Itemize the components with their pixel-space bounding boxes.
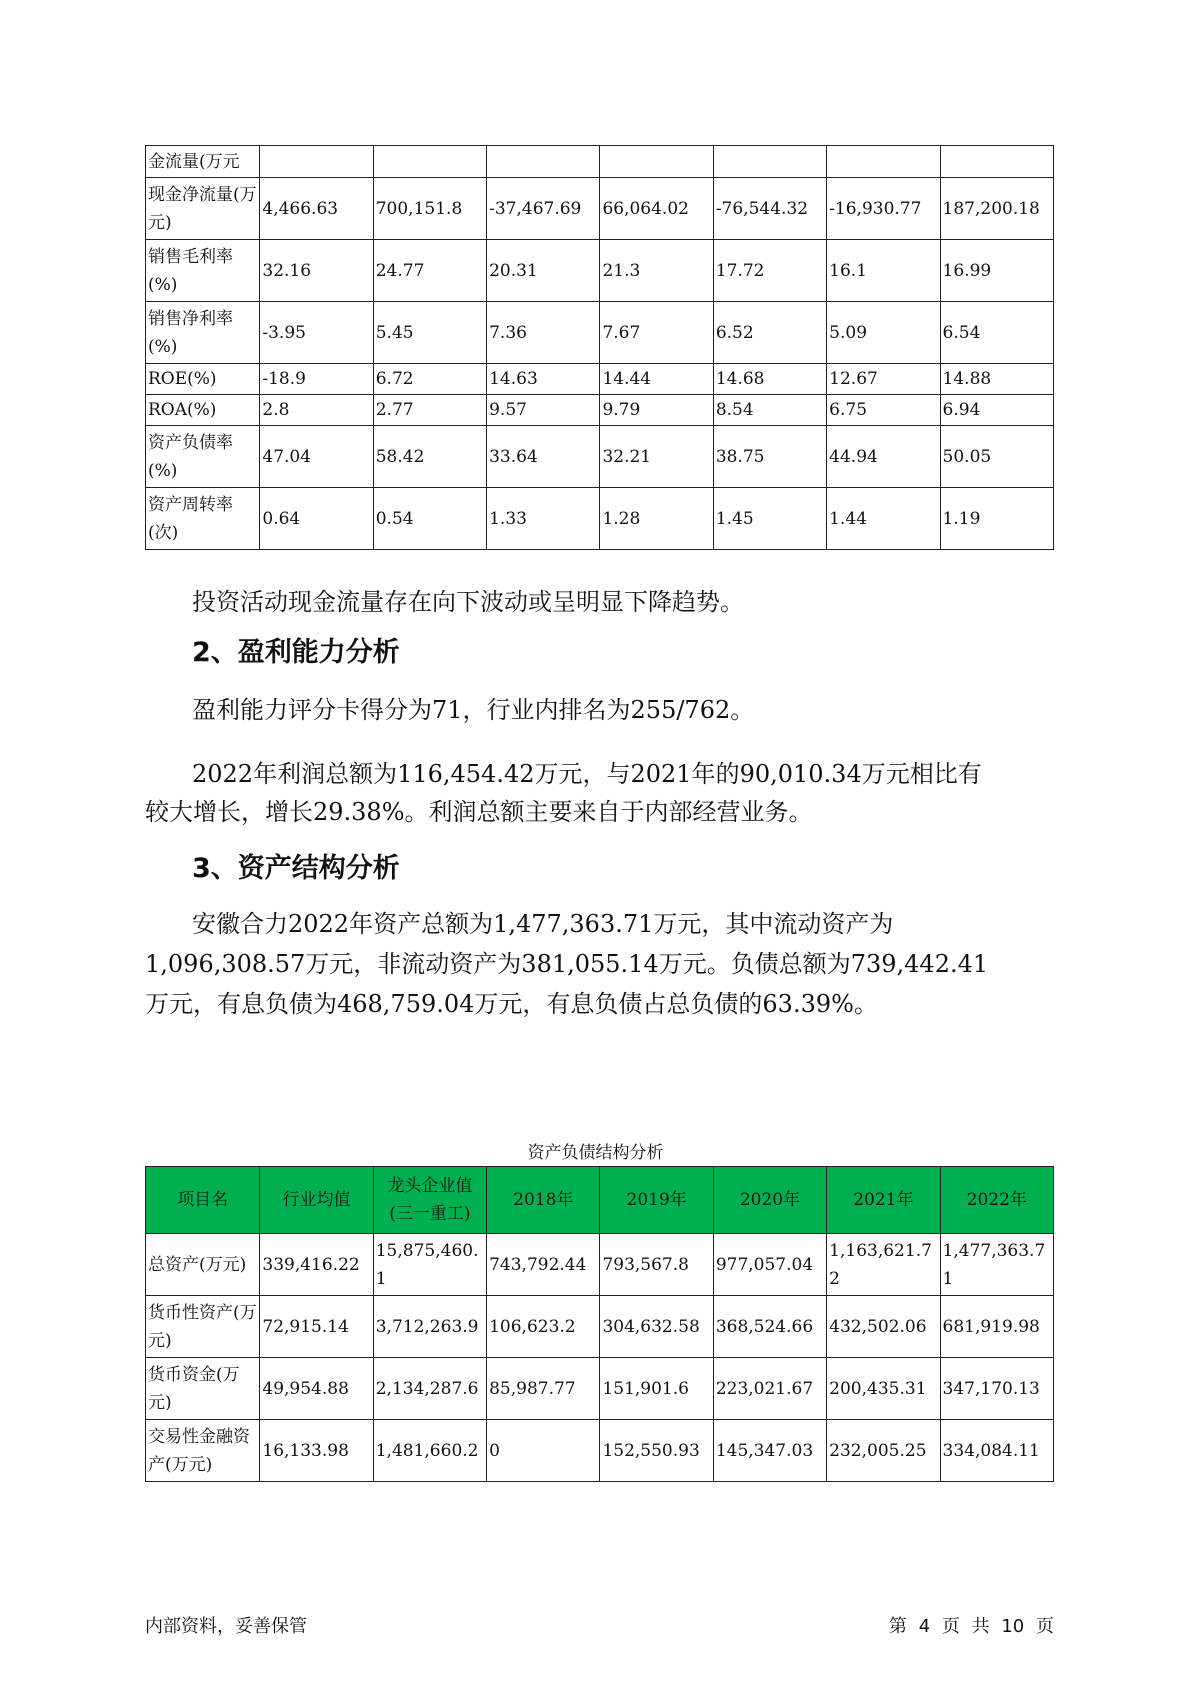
table-cell: 1.19: [940, 488, 1053, 550]
column-header: 龙头企业值(三一重工): [373, 1167, 486, 1234]
page-current: 4: [918, 1616, 931, 1637]
table-cell: 145,347.03: [713, 1420, 826, 1482]
table-cell: 14.88: [940, 364, 1053, 395]
table-cell: [600, 146, 713, 178]
table-row: [146, 1358, 1054, 1420]
table-cell: 304,632.58: [600, 1296, 713, 1358]
table-cell: 14.63: [487, 364, 600, 395]
table-row: [146, 302, 1054, 364]
table-cell: 232,005.25: [827, 1420, 940, 1482]
table-cell: 700,151.8: [373, 178, 486, 240]
row-label: 销售毛利率(%): [146, 240, 260, 302]
table-cell: [940, 146, 1053, 178]
table-row: [146, 1296, 1054, 1358]
row-label: 货币性资产(万元): [146, 1296, 260, 1358]
paragraph-investment-cashflow: 投资活动现金流量存在向下波动或呈明显下降趋势。: [192, 588, 744, 616]
table-cell: 1.33: [487, 488, 600, 550]
table-cell: 6.72: [373, 364, 486, 395]
table-cell: [373, 146, 486, 178]
table-cell: 368,524.66: [713, 1296, 826, 1358]
row-label: 现金净流量(万元): [146, 178, 260, 240]
row-label: 资产负债率(%): [146, 426, 260, 488]
section-heading-asset-structure: 3、资产结构分析: [192, 853, 400, 884]
table-cell: 50.05: [940, 426, 1053, 488]
table-cell: 793,567.8: [600, 1234, 713, 1296]
table-cell: 17.72: [713, 240, 826, 302]
footer-confidential-note: 内部资料，妥善保管: [145, 1616, 307, 1637]
table-row: [146, 1420, 1054, 1482]
table-cell: 6.75: [827, 395, 940, 426]
table-cell: 334,084.11: [940, 1420, 1053, 1482]
row-label: ROE(%): [146, 364, 260, 395]
table-cell: 38.75: [713, 426, 826, 488]
table-cell: 339,416.22: [260, 1234, 373, 1296]
table-cell: 0.64: [260, 488, 373, 550]
row-label: 资产周转率(次): [146, 488, 260, 550]
table-cell: -76,544.32: [713, 178, 826, 240]
table-cell: -3.95: [260, 302, 373, 364]
table-cell: [487, 146, 600, 178]
asset-liability-structure-table: [145, 1166, 1054, 1482]
paragraph-assets-line1: 安徽合力2022年资产总额为1,477,363.71万元，其中流动资产为: [192, 910, 894, 938]
table-cell: 15,875,460.1: [373, 1234, 486, 1296]
table-cell: 152,550.93: [600, 1420, 713, 1482]
table-cell: 200,435.31: [827, 1358, 940, 1420]
table-cell: 1.45: [713, 488, 826, 550]
table-cell: 58.42: [373, 426, 486, 488]
table-row: [146, 395, 1054, 426]
table-cell: 7.36: [487, 302, 600, 364]
table-row: [146, 1234, 1054, 1296]
table-cell: 681,919.98: [940, 1296, 1053, 1358]
table-cell: 7.67: [600, 302, 713, 364]
table-cell: 16,133.98: [260, 1420, 373, 1482]
table-row: [146, 364, 1054, 395]
column-header: 2019年: [600, 1167, 713, 1234]
table-cell: 5.09: [827, 302, 940, 364]
column-header: 2022年: [940, 1167, 1053, 1234]
table-cell: 2,134,287.6: [373, 1358, 486, 1420]
table-cell: 347,170.13: [940, 1358, 1053, 1420]
table-cell: 5.45: [373, 302, 486, 364]
table-cell: 9.79: [600, 395, 713, 426]
table-row: [146, 146, 1054, 178]
table-cell: 1,477,363.71: [940, 1234, 1053, 1296]
table-cell: 2.8: [260, 395, 373, 426]
column-header: 项目名: [146, 1167, 260, 1234]
table-cell: 151,901.6: [600, 1358, 713, 1420]
paragraph-assets-line3: 万元，有息负债为468,759.04万元，有息负债占总负债的63.39%。: [145, 990, 878, 1018]
table-cell: 0.54: [373, 488, 486, 550]
table-cell: 223,021.67: [713, 1358, 826, 1420]
table-cell: 6.52: [713, 302, 826, 364]
page-suffix: 页: [1036, 1616, 1054, 1637]
column-header: 2021年: [827, 1167, 940, 1234]
footer-page-number: [889, 1612, 1054, 1638]
table-cell: 72,915.14: [260, 1296, 373, 1358]
table-cell: [827, 146, 940, 178]
table-cell: 24.77: [373, 240, 486, 302]
page-middle: 页 共: [941, 1616, 990, 1637]
row-label: ROA(%): [146, 395, 260, 426]
table-cell: 33.64: [487, 426, 600, 488]
column-header: 行业均值: [260, 1167, 373, 1234]
table-cell: [260, 146, 373, 178]
table-cell: 16.1: [827, 240, 940, 302]
table-cell: 977,057.04: [713, 1234, 826, 1296]
table-cell: 106,623.2: [487, 1296, 600, 1358]
row-label: 货币资金(万元): [146, 1358, 260, 1420]
paragraph-profit-line1: 2022年利润总额为116,454.42万元，与2021年的90,010.34万元相比有: [192, 760, 982, 788]
table-cell: [713, 146, 826, 178]
table-cell: 12.67: [827, 364, 940, 395]
table-row: [146, 240, 1054, 302]
table-cell: 1,481,660.2: [373, 1420, 486, 1482]
page-total: 10: [1001, 1616, 1025, 1637]
table-cell: 14.68: [713, 364, 826, 395]
financial-ratio-table: [145, 145, 1054, 550]
table-cell: 9.57: [487, 395, 600, 426]
column-header: 2020年: [713, 1167, 826, 1234]
table-cell: -16,930.77: [827, 178, 940, 240]
table-cell: 187,200.18: [940, 178, 1053, 240]
page-prefix: 第: [888, 1616, 907, 1637]
paragraph-assets-line2: 1,096,308.57万元，非流动资产为381,055.14万元。负债总额为739,442.41: [145, 950, 989, 978]
table-cell: 8.54: [713, 395, 826, 426]
table-cell: 0: [487, 1420, 600, 1482]
table-cell: 3,712,263.9: [373, 1296, 486, 1358]
table-row: [146, 426, 1054, 488]
table-cell: 6.94: [940, 395, 1053, 426]
table-cell: 432,502.06: [827, 1296, 940, 1358]
table-cell: 14.44: [600, 364, 713, 395]
table-cell: 85,987.77: [487, 1358, 600, 1420]
table-cell: 6.54: [940, 302, 1053, 364]
row-label: 金流量(万元: [146, 146, 260, 178]
table-cell: -18.9: [260, 364, 373, 395]
table-cell: 743,792.44: [487, 1234, 600, 1296]
paragraph-profitability-score: 盈利能力评分卡得分为71，行业内排名为255/762。: [192, 696, 755, 724]
table-cell: 1,163,621.72: [827, 1234, 940, 1296]
table-cell: 16.99: [940, 240, 1053, 302]
section-heading-profitability: 2、盈利能力分析: [192, 637, 400, 668]
table-cell: 2.77: [373, 395, 486, 426]
row-label: 交易性金融资产(万元): [146, 1420, 260, 1482]
table-cell: -37,467.69: [487, 178, 600, 240]
table-cell: 49,954.88: [260, 1358, 373, 1420]
table-cell: 4,466.63: [260, 178, 373, 240]
paragraph-profit-line2: 较大增长，增长29.38%。利润总额主要来自于内部经营业务。: [145, 798, 813, 826]
row-label: 销售净利率(%): [146, 302, 260, 364]
table-cell: 44.94: [827, 426, 940, 488]
table-cell: 32.16: [260, 240, 373, 302]
table-cell: 66,064.02: [600, 178, 713, 240]
table-cell: 1.28: [600, 488, 713, 550]
row-label: 总资产(万元): [146, 1234, 260, 1296]
table-cell: 21.3: [600, 240, 713, 302]
table-cell: 1.44: [827, 488, 940, 550]
table-cell: 32.21: [600, 426, 713, 488]
table-cell: 20.31: [487, 240, 600, 302]
table-row: [146, 178, 1054, 240]
column-header: 2018年: [487, 1167, 600, 1234]
table-cell: 47.04: [260, 426, 373, 488]
table-caption: 资产负债结构分析: [527, 1143, 664, 1163]
table-row: [146, 488, 1054, 550]
